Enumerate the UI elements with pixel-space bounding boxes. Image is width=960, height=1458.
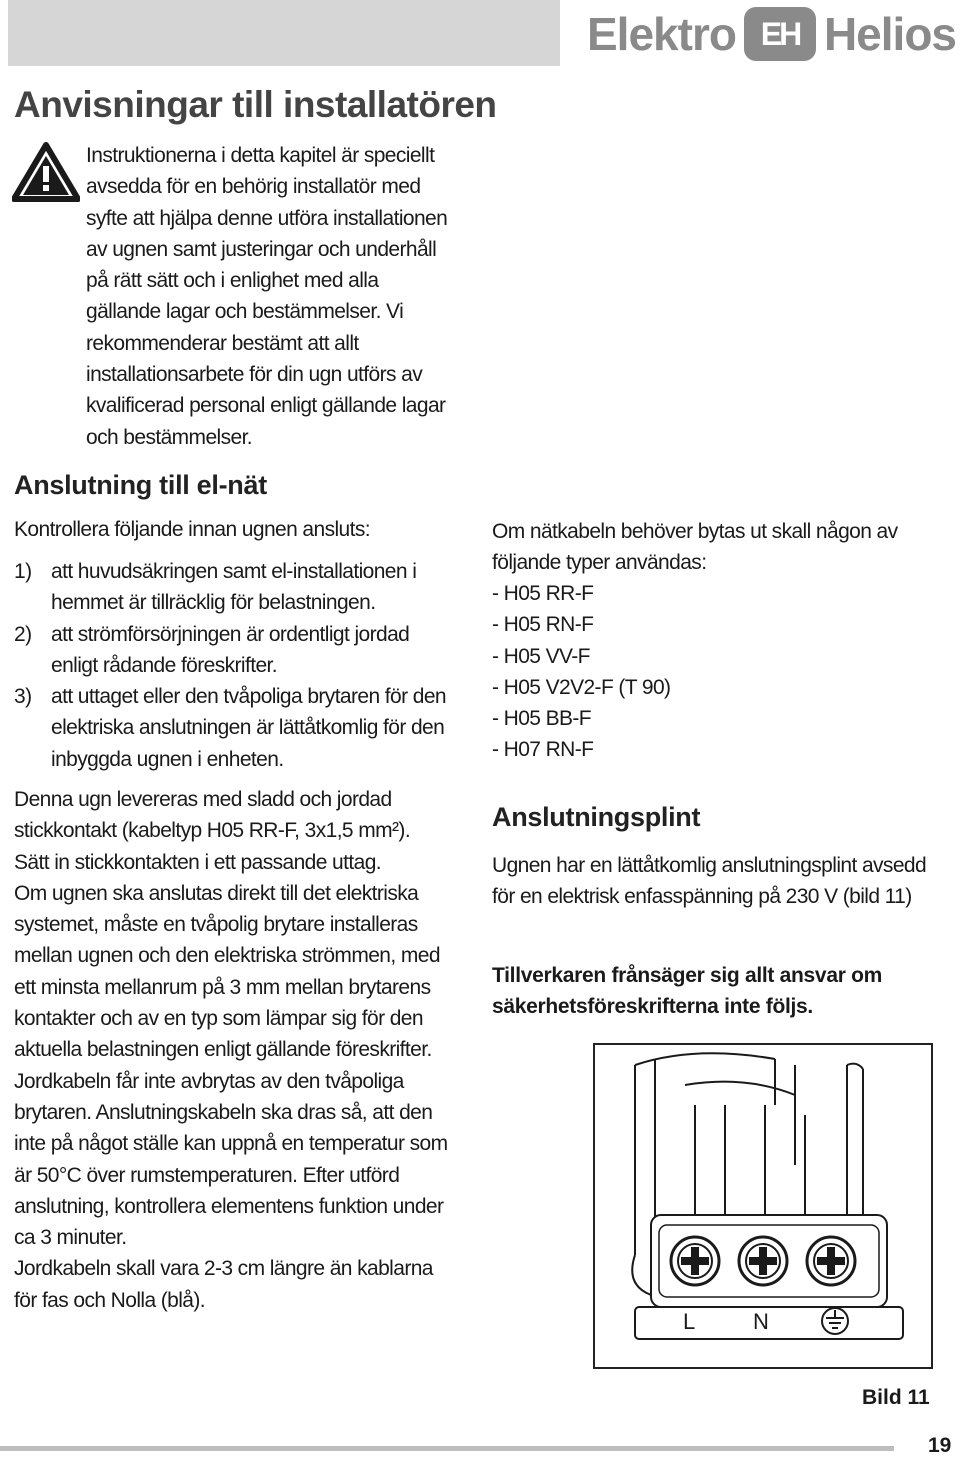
list-item-number: 2) [14,622,32,646]
brand-name-left: Elektro [587,8,736,60]
list-item: - H05 RR-F [492,582,594,605]
list-item: - H07 RN-F [492,738,594,762]
cable-replacement-intro: Om nätkabeln behöver bytas ut skall någon av följande typer användas: [492,520,898,575]
brand-logo [587,4,956,64]
terminal-block-drawing [595,1045,931,1367]
terminal-label-n: N [753,1309,769,1334]
terminal-block-figure [593,1043,933,1369]
requirements-lead: Kontrollera följande innan ugnen ansluts: [14,518,371,541]
list-item: - H05 V2V2-F (T 90) [492,675,671,699]
brand-emblem: EH [744,7,816,61]
cable-types-list [492,578,670,766]
brand-name-right: Helios [823,8,956,60]
intro-text: Instruktionerna i detta kapitel är speciellt avsedda för en behörig installatör med syfte att hjälpa denne utföra installationen av ugnen samt justeringar och underhåll på rätt sätt och i enlighet med alla gällande lagar och bestämmelser. Vi rekommenderar bestämt att allt installationsarbete för din ugn utförs av kvalificerad personal enligt gällande lagar och bestämmelser. [86,144,448,449]
liability-disclaimer: Tillverkaren frånsäger sig allt ansvar om säkerhetsföreskrifterna inte följs. [492,964,883,1018]
list-item-text: att uttaget eller den tvåpoliga brytaren för den elektriska anslutningen är lättåtkomlig för den inbyggda ugnen i enheten. [51,685,446,771]
paragraph: Jordkabeln får inte avbrytas av den tvåpoliga brytaren. Anslutningskabeln ska dras så, att den inte på något ställe kan uppnå en temperatur som är 50°C över rumstemperaturen. Efter utförd anslutning, kontrollera elementens funktion under ca 3 minuter. [14,1069,448,1250]
list-item: - H05 VV-F [492,644,590,668]
terminal-label-l: L [683,1309,696,1334]
footer-rule [0,1446,894,1451]
figure-caption: Bild 11 [862,1386,930,1409]
list-item-number: 3) [14,685,32,709]
list-item-text: att huvudsäkringen samt el-installationen i hemmet är tillräcklig för belastningen. [51,560,417,615]
list-item-number: 1) [14,560,32,583]
list-item-text: att strömförsörjningen är ordentligt jordad enligt rådande föreskrifter. [51,622,410,677]
terminal-screw-l [671,1237,719,1285]
terminal-screw-n [739,1237,787,1285]
paragraph: Denna ugn levereras med sladd och jordad stickkontakt (kabeltyp H05 RR-F, 3x1,5 mm²). [14,788,411,843]
section-heading-elnat: Anslutning till el-nät [14,470,267,500]
paragraph: Jordkabeln skall vara 2-3 cm längre än kablarna för fas och Nolla (blå). [14,1257,433,1312]
requirements-list [14,556,456,775]
list-item [14,681,456,775]
paragraph: Om ugnen ska anslutas direkt till det elektriska systemet, måste en tvåpolig brytare installeras mellan ugnen och den elektriska strömmen, med ett minsta mellanrum på 3 mm mellan brytarens kontakter och av en typ som lämpar sig för den aktuella belastningen enligt gällande föreskrifter. [14,881,440,1062]
list-item [14,619,456,682]
warning-triangle-icon [12,142,80,202]
list-item [14,556,456,619]
list-item: - H05 RN-F [492,613,594,637]
terminal-screw-earth [807,1237,855,1285]
list-item: - H05 BB-F [492,707,592,731]
terminal-block-text: Ugnen har en lättåtkomlig anslutningsplint avsedd för en elektrisk enfasspänning på 230 V (bild 11) [492,854,927,909]
connection-body-text [14,784,456,1316]
page-title: Anvisningar till installatören [14,84,497,125]
section-heading-plint: Anslutningsplint [492,802,701,832]
header-bar [8,0,560,66]
page-number: 19 [928,1434,952,1457]
paragraph: Sätt in stickkontakten i ett passande uttag. [14,850,382,874]
